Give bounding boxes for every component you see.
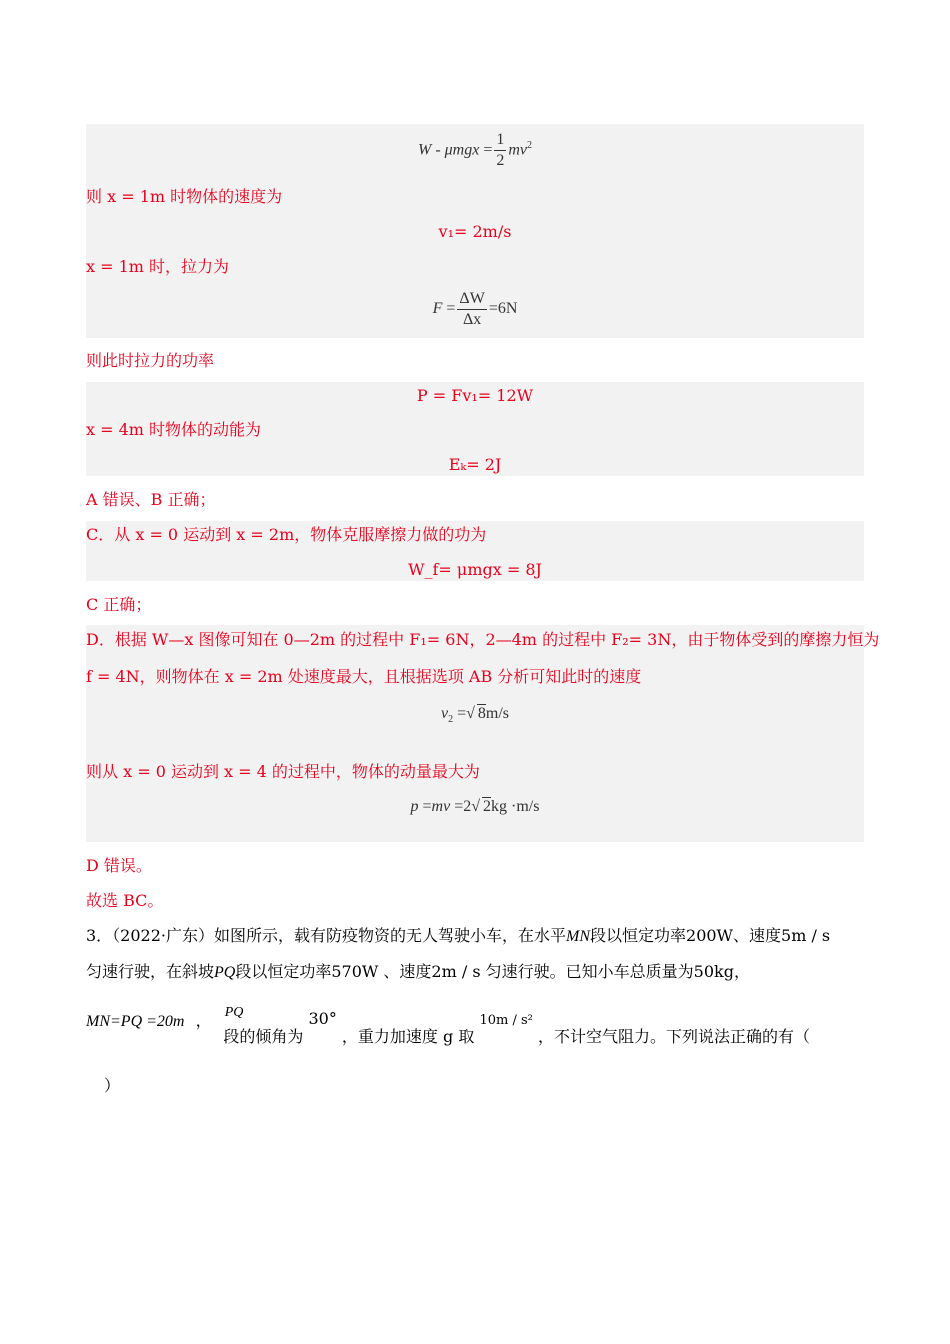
text-line: C．从 x = 0 运动到 x = 2m，物体克服摩擦力做的功为 bbox=[86, 525, 487, 544]
v1-formula: v₁= 2m/s bbox=[438, 222, 512, 241]
kinetic-energy-formula: Eₖ= 2J bbox=[448, 455, 502, 474]
question-3-line-4: ） bbox=[104, 1076, 121, 1095]
power-formula: P = Fv₁= 12W bbox=[416, 386, 534, 405]
text-line: 则此时拉力的功率 bbox=[86, 351, 215, 370]
text-line: D．根据 W—x 图像可知在 0—2m 的过程中 F₁= 6N，2—4m 的过程中 F₂= 3N，由于物体受到的摩擦力恒为 bbox=[86, 630, 880, 649]
text-line: D 错误。 bbox=[86, 856, 152, 875]
text-line: f = 4N，则物体在 x = 2m 处速度最大，且根据选项 AB 分析可知此时的速度 bbox=[86, 667, 642, 686]
friction-work-formula: W_f= μmgx = 8J bbox=[408, 560, 542, 579]
v2-formula: $v_2$ =√ 8m/s bbox=[440, 705, 510, 726]
text-line: 则 x = 1m 时物体的速度为 bbox=[86, 187, 283, 206]
text-line: 故选 BC。 bbox=[86, 891, 164, 910]
force-formula: F = $\frac{\Delta W}{\Delta x}$ =6N bbox=[432, 289, 518, 328]
text-line: A 错误、B 正确； bbox=[86, 490, 216, 509]
text-line: x = 1m 时，拉力为 bbox=[86, 257, 230, 276]
text-line: x = 4m 时物体的动能为 bbox=[86, 420, 262, 439]
question-3-line-1: 3．（2022·广东）如图所示，载有防疫物资的无人驾驶小车，在水平MN段以恒定功率200W、速度5m / s bbox=[86, 926, 831, 945]
question-3-line-3: MN=PQ =20m ， PQ段的倾角为 30° ，重力加速度 g 取 10m / s² ，不计空气阻力。下列说法正确的有（ bbox=[86, 1005, 810, 1046]
text-line: C 正确； bbox=[86, 595, 152, 614]
text-line: 则从 x = 0 运动到 x = 4 的过程中，物体的动量最大为 bbox=[86, 762, 480, 781]
question-3-line-2: 匀速行驶，在斜坡PQ段以恒定功率570W 、速度2m / s 匀速行驶。已知小车总质量为50kg， bbox=[86, 962, 750, 981]
work-energy-formula: W - μmgx = $\frac{1}{2}$ $mv^2$ bbox=[417, 131, 533, 170]
momentum-formula: p =mv =2√ 2kg ·m/s bbox=[410, 798, 540, 815]
